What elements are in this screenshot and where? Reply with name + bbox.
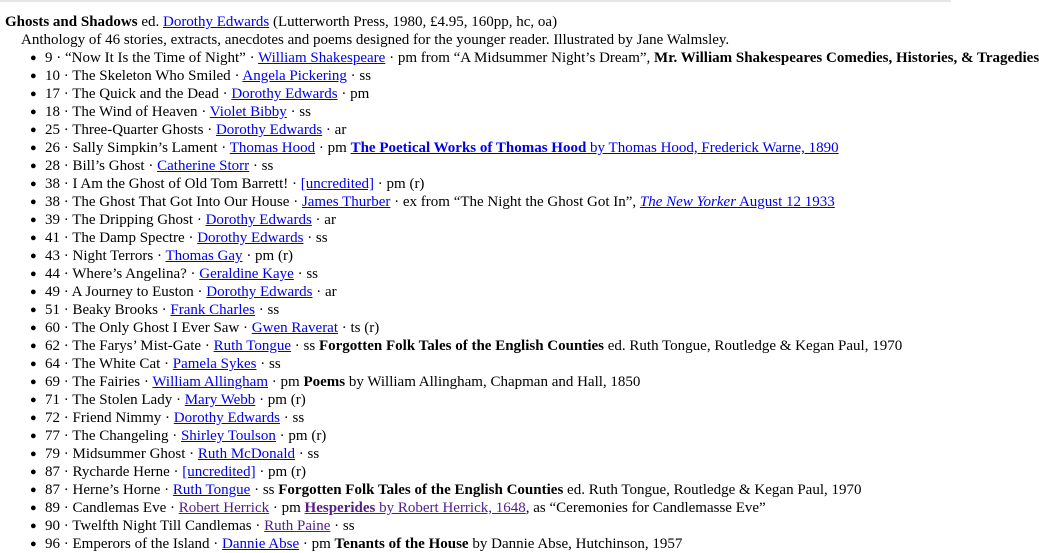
author-link[interactable]: Dorothy Edwards [231, 86, 338, 102]
author-link[interactable]: Geraldine Kaye [199, 266, 294, 282]
list-item: ● 17 · The Quick and the Dead · Dorothy Edwards · pm [30, 86, 370, 102]
bullet-icon: ● [30, 412, 37, 424]
page-number: 9 [45, 50, 53, 66]
top-divider [0, 0, 951, 2]
entry-title: Midsummer Ghost [72, 446, 186, 462]
entry-title: The Fairies [72, 374, 141, 390]
list-item: ● 69 · The Fairies · William Allingham · pm Poems by William Allingham, Chapman and Hall, 1850 [30, 374, 641, 390]
entry-type: · pm [337, 86, 370, 102]
source-title: Mr. William Shakespeares Comedies, Histories, & Tragedies [654, 50, 1039, 66]
entry-type: · ss [256, 356, 281, 372]
page-number: 87 [45, 464, 60, 480]
page-number: 72 [45, 410, 60, 426]
entry-title: Three-Quarter Ghosts [72, 122, 204, 138]
bullet-icon: ● [30, 448, 37, 460]
bullet-icon: ● [30, 142, 37, 154]
author-link[interactable]: Dorothy Edwards [215, 122, 323, 138]
contents-list [5, 49, 1039, 553]
author-link[interactable]: Robert Herrick [178, 500, 270, 516]
bullet-icon: ● [30, 70, 37, 82]
list-item: ● 90 · Twelfth Night Till Candlemas · Ruth Paine · ss [30, 518, 355, 534]
entry-type: · ss [249, 158, 274, 174]
entry-title: “Now It Is the Time of Night” [65, 50, 246, 66]
bullet-icon: ● [30, 322, 37, 334]
author-link[interactable]: Pamela Sykes [172, 356, 257, 372]
entry-title: The Quick and the Dead [72, 86, 219, 102]
source-link-detail: by Robert Herrick, 1648 [375, 500, 526, 516]
bullet-icon: ● [30, 52, 37, 64]
source-detail: by William Allingham, Chapman and Hall, 1850 [345, 374, 641, 390]
entry-title: Sally Simpkin’s Lament [72, 140, 218, 156]
page-number: 17 [45, 86, 60, 102]
page-number: 43 [45, 248, 60, 264]
author-link[interactable]: Shirley Toulson [180, 428, 276, 444]
list-item: ● 60 · The Only Ghost I Ever Saw · Gwen Raverat · ts (r) [30, 320, 380, 336]
page-number: 71 [45, 392, 60, 408]
entry-type: · ts (r) [338, 320, 380, 336]
author-link[interactable]: Dannie Abse [222, 536, 300, 552]
page-number: 49 [45, 284, 60, 300]
page-number: 28 [45, 158, 60, 174]
entry-type: · ss [279, 410, 305, 426]
author-link[interactable]: Frank Charles [170, 302, 255, 318]
entry-title: Twelfth Night Till Candlemas [72, 518, 252, 534]
author-link[interactable]: Gwen Raverat [251, 320, 339, 336]
list-item: ● 87 · Rycharde Herne · [uncredited] · pm (r) [30, 464, 306, 480]
page-number: 41 [45, 230, 60, 246]
entry-type: · ss [286, 104, 311, 120]
entry-title: The Damp Spectre [72, 230, 185, 246]
source-link[interactable] [305, 500, 526, 516]
entry-type: · pm (r) [242, 248, 293, 264]
list-item: ● 26 · Sally Simpkin’s Lament · Thomas Hood · pm The Poetical Works of Thomas Hood by Thomas Hood, Frederick Warne, 1890 [30, 140, 839, 156]
entry-type: · ar [322, 122, 347, 138]
entry-type: · ss [250, 482, 279, 498]
page-number: 18 [45, 104, 60, 120]
entry-type: · ss [295, 446, 320, 462]
entry-type: · ar [312, 284, 337, 300]
entry-title: Night Terrors [72, 248, 154, 264]
entry-type: · ar [311, 212, 336, 228]
page-number: 62 [45, 338, 60, 354]
source-title: Forgotten Folk Tales of the English Counties [318, 338, 604, 354]
entry-type: · pm (r) [255, 392, 306, 408]
list-item: ● 44 · Where’s Angelina? · Geraldine Kaye · ss [30, 266, 318, 282]
list-item: ● 71 · The Stolen Lady · Mary Webb · pm (r) [30, 392, 306, 408]
editor-link[interactable]: Dorothy Edwards [162, 14, 270, 30]
entry-type: · pm [299, 536, 335, 552]
entry-title: Emperors of the Island [72, 536, 210, 552]
entry-title: The White Cat [72, 356, 161, 372]
source-detail: , as “Ceremonies for Candlemasse Eve” [525, 500, 766, 516]
list-item: ● 41 · The Damp Spectre · Dorothy Edwards · ss [30, 230, 328, 246]
author-link[interactable]: Dorothy Edwards [205, 212, 312, 228]
entry-title: The Dripping Ghost [72, 212, 194, 228]
bullet-icon: ● [30, 88, 37, 100]
page-number: 26 [45, 140, 60, 156]
page-number: 89 [45, 500, 60, 516]
page-number: 87 [45, 482, 60, 498]
bullet-icon: ● [30, 196, 37, 208]
author-link[interactable]: Ruth Tongue [213, 338, 292, 354]
entry-type: · ss [255, 302, 280, 318]
entry-type: · ss [303, 230, 328, 246]
entry-type: · pm from “A Midsummer Night’s Dream”, [385, 50, 655, 66]
entry-type: · pm (r) [255, 464, 306, 480]
author-link[interactable]: Ruth McDonald [197, 446, 295, 462]
page-number: 38 [45, 176, 60, 192]
bullet-icon: ● [30, 304, 37, 316]
author-link[interactable]: Ruth Tongue [172, 482, 251, 498]
entry-title: Bill’s Ghost [72, 158, 145, 174]
page-number: 77 [45, 428, 60, 444]
list-item: ● 79 · Midsummer Ghost · Ruth McDonald · ss [30, 446, 320, 462]
page-number: 44 [45, 266, 60, 282]
source-link-title: Hesperides [304, 500, 376, 516]
entry-type: · pm [268, 374, 304, 390]
bullet-icon: ● [30, 178, 37, 190]
entry-title: The Stolen Lady [72, 392, 173, 408]
source-detail: ed. Ruth Tongue, Routledge & Kegan Paul, 1970 [563, 482, 862, 498]
author-link[interactable]: Catherine Storr [157, 158, 250, 174]
page-number: 64 [45, 356, 60, 372]
bullet-icon: ● [30, 538, 37, 550]
bullet-icon: ● [30, 430, 37, 442]
list-item: ● 62 · The Farys’ Mist-Gate · Ruth Tongue · ss Forgotten Folk Tales of the English Counties ed. Ruth Tongue, Routledge & Kegan Paul, 1970 [30, 338, 903, 354]
entry-title: The Farys’ Mist-Gate [72, 338, 202, 354]
page-number: 39 [45, 212, 60, 228]
author-link[interactable]: Dorothy Edwards [206, 284, 313, 300]
book-listing [5, 13, 1039, 553]
list-item: ● 51 · Beaky Brooks · Frank Charles · ss [30, 302, 280, 318]
author-link[interactable]: Mary Webb [184, 392, 256, 408]
bullet-icon: ● [30, 466, 37, 478]
entry-title: Friend Nimmy [72, 410, 162, 426]
bullet-icon: ● [30, 376, 37, 388]
entry-title: The Changeling [72, 428, 169, 444]
entry-type: · pm [315, 140, 351, 156]
list-item: ● 38 · I Am the Ghost of Old Tom Barrett! · [uncredited] · pm (r) [30, 176, 425, 192]
entry-type: · pm [269, 500, 305, 516]
source-title: Poems [303, 374, 346, 390]
source-title: Forgotten Folk Tales of the English Counties [278, 482, 564, 498]
bullet-icon: ● [30, 502, 37, 514]
entry-title: Herne’s Horne [72, 482, 161, 498]
author-link[interactable]: James Thurber [301, 194, 391, 210]
entry-type: · ss [346, 68, 372, 84]
list-item: ● 25 · Three-Quarter Ghosts · Dorothy Edwards · ar [30, 122, 347, 138]
publication-info: (Lutterworth Press, 1980, £4.95, 160pp, hc, oa) [272, 14, 558, 30]
list-item: ● 39 · The Dripping Ghost · Dorothy Edwards · ar [30, 212, 336, 228]
author-link[interactable]: Dorothy Edwards [197, 230, 304, 246]
book-description: Anthology of 46 stories, extracts, anecdotes and poems designed for the younger reader. Illustrated by Jane Walmsley. [21, 32, 730, 48]
entry-title: The Skeleton Who Smiled [72, 68, 231, 84]
author-link[interactable]: Violet Bibby [209, 104, 287, 120]
entry-type: · pm (r) [374, 176, 425, 192]
entry-type: · ss [330, 518, 355, 534]
list-item: ● 18 · The Wind of Heaven · Violet Bibby · ss [30, 104, 311, 120]
bullet-icon: ● [30, 484, 37, 496]
bullet-icon: ● [30, 160, 37, 172]
page-number: 90 [45, 518, 60, 534]
page-number: 69 [45, 374, 60, 390]
page-number: 60 [45, 320, 60, 336]
entry-title: Where’s Angelina? [72, 266, 187, 282]
entry-type: · ss [293, 266, 318, 282]
page-number: 10 [45, 68, 60, 84]
bullet-icon: ● [30, 394, 37, 406]
entry-title: A Journey to Euston [71, 284, 194, 300]
page-number: 96 [45, 536, 60, 552]
list-item: ● 49 · A Journey to Euston · Dorothy Edwards · ar [30, 284, 337, 300]
author-link[interactable]: Angela Pickering [242, 68, 347, 84]
list-item: ● 10 · The Skeleton Who Smiled · Angela Pickering · ss [30, 68, 372, 84]
book-title: Ghosts and Shadows [5, 14, 138, 30]
entry-title: I Am the Ghost of Old Tom Barrett! [72, 176, 289, 192]
author-link[interactable]: Thomas Hood [229, 140, 316, 156]
list-item: ● 64 · The White Cat · Pamela Sykes · ss [30, 356, 281, 372]
author-link[interactable]: William Shakespeare [258, 50, 386, 66]
list-item: ● 96 · Emperors of the Island · Dannie Abse · pm Tenants of the House by Dannie Abse, Hutchinson, 1957 [30, 536, 683, 552]
entry-title: The Only Ghost I Ever Saw [72, 320, 240, 336]
source-link[interactable] [351, 140, 839, 156]
entry-title: Rycharde Herne [72, 464, 170, 480]
entry-title: Candlemas Eve [72, 500, 167, 516]
ed-label: ed. [141, 14, 160, 30]
source-link-detail: by Thomas Hood, Frederick Warne, 1890 [586, 140, 839, 156]
list-item: ● 72 · Friend Nimmy · Dorothy Edwards · ss [30, 410, 305, 426]
entry-type: · pm (r) [275, 428, 327, 444]
list-item: ● 89 · Candlemas Eve · Robert Herrick · pm Hesperides by Robert Herrick, 1648, as “Ceremonies for Candlemasse Eve” [30, 500, 766, 516]
author-link[interactable]: [uncredited] [182, 464, 256, 480]
bullet-icon: ● [30, 268, 37, 280]
page-number: 25 [45, 122, 60, 138]
page-number: 79 [45, 446, 60, 462]
bullet-icon: ● [30, 232, 37, 244]
list-item: ● 28 · Bill’s Ghost · Catherine Storr · ss [30, 158, 274, 174]
list-item: ● 77 · The Changeling · Shirley Toulson · pm (r) [30, 428, 327, 444]
list-item: ● 43 · Night Terrors · Thomas Gay · pm (r) [30, 248, 293, 264]
entry-title: The Ghost That Got Into Our House [72, 194, 290, 210]
source-detail: by Dannie Abse, Hutchinson, 1957 [468, 536, 683, 552]
bullet-icon: ● [30, 106, 37, 118]
book-heading [5, 13, 951, 31]
bullet-icon: ● [30, 286, 37, 298]
author-link[interactable]: Thomas Gay [165, 248, 243, 264]
source-detail: ed. Ruth Tongue, Routledge & Kegan Paul, 1970 [603, 338, 903, 354]
author-link[interactable]: William Allingham [152, 374, 269, 390]
page-number: 38 [45, 194, 60, 210]
source-title: Tenants of the House [334, 536, 469, 552]
bullet-icon: ● [30, 340, 37, 352]
list-item: ● 38 · The Ghost That Got Into Our House · James Thurber · ex from “The Night the Ghost Got In”, The New Yorker August 12 1933 [30, 194, 835, 210]
entry-type: · ex from “The Night the Ghost Got In”, [390, 194, 640, 210]
page-number: 51 [45, 302, 60, 318]
bullet-icon: ● [30, 124, 37, 136]
source-link[interactable] [640, 194, 835, 210]
list-item: ● 9 · “Now It Is the Time of Night” · William Shakespeare · pm from “A Midsummer Night’s Dream”, Mr. William Shakespeares Comedies, Histories, & Tragedies [30, 50, 1039, 66]
source-link-detail: August 12 1933 [736, 194, 835, 210]
entry-title: Beaky Brooks [72, 302, 158, 318]
bullet-icon: ● [30, 520, 37, 532]
author-link[interactable]: Ruth Paine [264, 518, 331, 534]
source-link-title: The Poetical Works of Thomas Hood [350, 140, 587, 156]
list-item: ● 87 · Herne’s Horne · Ruth Tongue · ss Forgotten Folk Tales of the English Counties ed. Ruth Tongue, Routledge & Kegan Paul, 1970 [30, 482, 862, 498]
entry-title: The Wind of Heaven [72, 104, 198, 120]
bullet-icon: ● [30, 358, 37, 370]
author-link[interactable]: Dorothy Edwards [173, 410, 280, 426]
bullet-icon: ● [30, 250, 37, 262]
bullet-icon: ● [30, 214, 37, 226]
source-link-title: The New Yorker [639, 194, 737, 210]
entry-type: · ss [291, 338, 319, 354]
author-link[interactable]: [uncredited] [300, 176, 375, 192]
